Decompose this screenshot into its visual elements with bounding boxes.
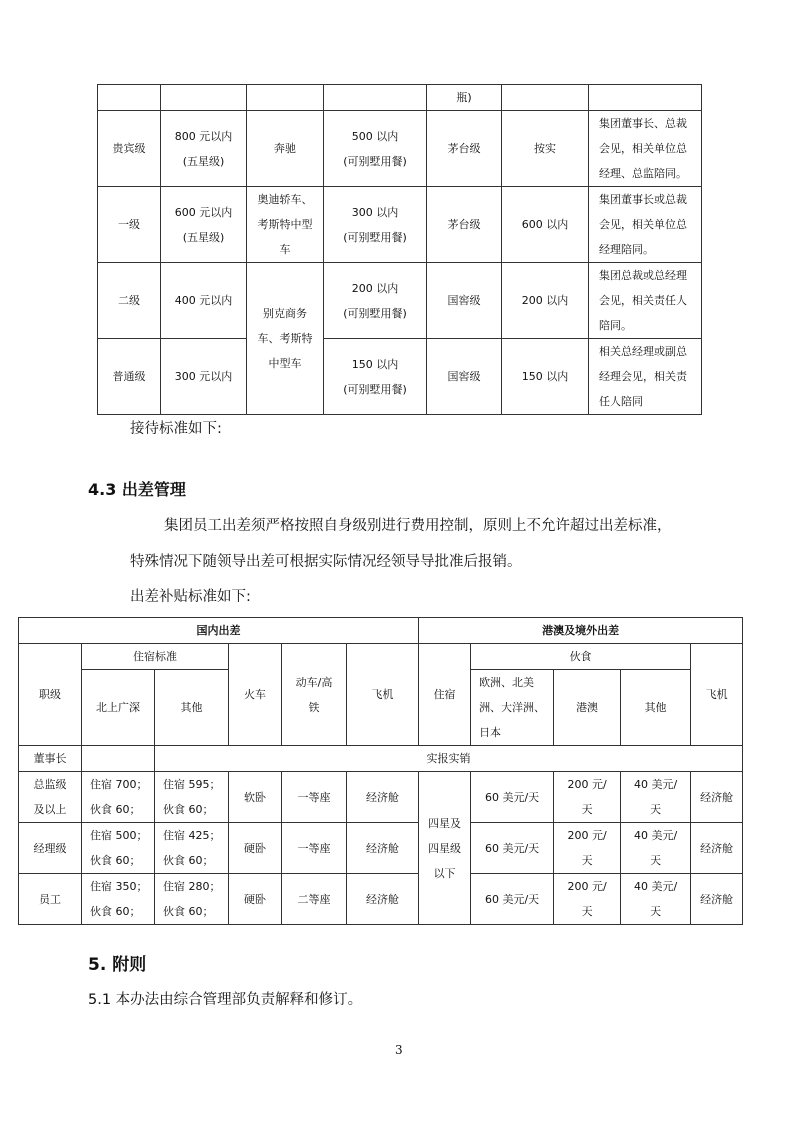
table-cell: 实报实销	[155, 746, 743, 772]
paragraph-line: 特殊情况下随领导出差可根据实际情况经领导导批准后报销。	[130, 554, 522, 570]
table-cell: 60 美元/天	[471, 874, 554, 925]
section-heading-5: 5. 附则	[88, 955, 147, 975]
table-cell: 40 美元/ 天	[621, 874, 691, 925]
table-row	[19, 618, 743, 644]
table-cell: 一等座	[282, 823, 347, 874]
table-cell: 北上广深	[82, 670, 155, 746]
table-row	[19, 746, 743, 772]
table-row	[19, 874, 743, 925]
table-cell: 600 以内	[502, 187, 589, 263]
table-row	[98, 111, 702, 187]
table-cell: 一级	[98, 187, 161, 263]
table-cell	[98, 85, 161, 111]
table-cell: 二等座	[282, 874, 347, 925]
table-cell: 按实	[502, 111, 589, 187]
table-cell: 住宿 500； 伙食 60；	[82, 823, 155, 874]
table-cell: 别克商务 车、考斯特 中型车	[247, 263, 324, 415]
reception-standard-line: 接待标准如下:	[130, 421, 222, 437]
table-cell	[502, 85, 589, 111]
table-cell: 经济舱	[691, 823, 743, 874]
table-cell: 住宿 700； 伙食 60；	[82, 772, 155, 823]
table-cell: 集团董事长、总裁 会见，相关单位总 经理、总监陪同。	[589, 111, 702, 187]
table-cell: 国窖级	[427, 339, 502, 415]
table-row	[19, 823, 743, 874]
table-cell: 经济舱	[347, 823, 419, 874]
lodging-standard-header: 住宿标准	[82, 644, 229, 670]
table-cell: 40 美元/ 天	[621, 823, 691, 874]
overseas-plane-header: 飞机	[691, 644, 743, 746]
table-cell: 集团总裁或总经理 会见，相关责任人 陪同。	[589, 263, 702, 339]
table-row	[19, 644, 743, 670]
overseas-lodging-header: 住宿	[419, 644, 471, 746]
table-cell: 200 以内 (可别墅用餐)	[324, 263, 427, 339]
table-cell: 经济舱	[347, 772, 419, 823]
table-cell: 200 元/ 天	[554, 823, 621, 874]
table-cell: 硬卧	[229, 874, 282, 925]
table-cell: 住宿 425； 伙食 60；	[155, 823, 229, 874]
table-cell: 奔驰	[247, 111, 324, 187]
table-cell: 瓶)	[427, 85, 502, 111]
table-cell: 港澳	[554, 670, 621, 746]
table-cell	[247, 85, 324, 111]
table-cell	[82, 746, 155, 772]
table-cell: 一等座	[282, 772, 347, 823]
train-header: 火车	[229, 644, 282, 746]
table-cell: 员工	[19, 874, 82, 925]
plane-header: 飞机	[347, 644, 419, 746]
table-cell: 集团董事长或总裁 会见，相关单位总 经理陪同。	[589, 187, 702, 263]
table-cell: 二级	[98, 263, 161, 339]
table-cell: 500 以内 (可别墅用餐)	[324, 111, 427, 187]
table-cell	[324, 85, 427, 111]
table-cell: 200 以内	[502, 263, 589, 339]
table-cell: 经济舱	[691, 874, 743, 925]
table-cell: 经济舱	[691, 772, 743, 823]
table-cell: 300 元以内	[161, 339, 247, 415]
food-header: 伙食	[471, 644, 691, 670]
table-cell: 200 元/ 天	[554, 772, 621, 823]
table-cell: 总监级 及以上	[19, 772, 82, 823]
table-cell: 茅台级	[427, 111, 502, 187]
table-cell: 60 美元/天	[471, 823, 554, 874]
table-row	[98, 263, 702, 339]
table-cell: 董事长	[19, 746, 82, 772]
section-heading-4-3: 4.3 出差管理	[88, 480, 186, 499]
table-cell: 800 元以内 (五星级)	[161, 111, 247, 187]
table-cell: 经济舱	[347, 874, 419, 925]
table-cell: 400 元以内	[161, 263, 247, 339]
table-cell: 硬卧	[229, 823, 282, 874]
clause-5-1: 5.1 本办法由综合管理部负责解释和修订。	[88, 992, 363, 1008]
table-cell: 软卧	[229, 772, 282, 823]
travel-allowance-table	[18, 617, 743, 925]
rank-header: 职级	[19, 644, 82, 746]
table-cell: 住宿 595； 伙食 60；	[155, 772, 229, 823]
reception-standard-table	[97, 84, 702, 415]
page-number: 3	[395, 1043, 403, 1057]
table-cell: 奥迪轿车、 考斯特中型 车	[247, 187, 324, 263]
table-cell: 茅台级	[427, 187, 502, 263]
table-cell: 相关总经理或副总 经理会见，相关责 任人陪同	[589, 339, 702, 415]
table-cell: 国窖级	[427, 263, 502, 339]
table-cell: 40 美元/ 天	[621, 772, 691, 823]
table-cell: 其他	[621, 670, 691, 746]
table-cell: 300 以内 (可别墅用餐)	[324, 187, 427, 263]
table-cell: 住宿 350； 伙食 60；	[82, 874, 155, 925]
table-cell: 150 以内 (可别墅用餐)	[324, 339, 427, 415]
table-cell: 经理级	[19, 823, 82, 874]
allowance-standard-line: 出差补贴标准如下:	[130, 589, 251, 605]
table-cell: 其他	[155, 670, 229, 746]
table-cell	[589, 85, 702, 111]
table-cell: 欧洲、北美 洲、大洋洲、 日本	[471, 670, 554, 746]
table-cell: 150 以内	[502, 339, 589, 415]
table-row	[19, 772, 743, 823]
table-cell	[161, 85, 247, 111]
table-row	[98, 187, 702, 263]
table-row	[98, 339, 702, 415]
table-row	[98, 85, 702, 111]
domestic-header: 国内出差	[19, 618, 419, 644]
table-cell: 住宿 280； 伙食 60；	[155, 874, 229, 925]
table-cell: 四星及 四星级 以下	[419, 772, 471, 925]
table-cell: 60 美元/天	[471, 772, 554, 823]
table-cell: 200 元/ 天	[554, 874, 621, 925]
table-cell: 600 元以内 (五星级)	[161, 187, 247, 263]
table-cell: 普通级	[98, 339, 161, 415]
bullet-train-header: 动车/高 铁	[282, 644, 347, 746]
table-cell: 贵宾级	[98, 111, 161, 187]
paragraph-line: 集团员工出差须严格按照自身级别进行费用控制，原则上不允许超过出差标准，	[164, 518, 672, 534]
overseas-header: 港澳及境外出差	[419, 618, 743, 644]
